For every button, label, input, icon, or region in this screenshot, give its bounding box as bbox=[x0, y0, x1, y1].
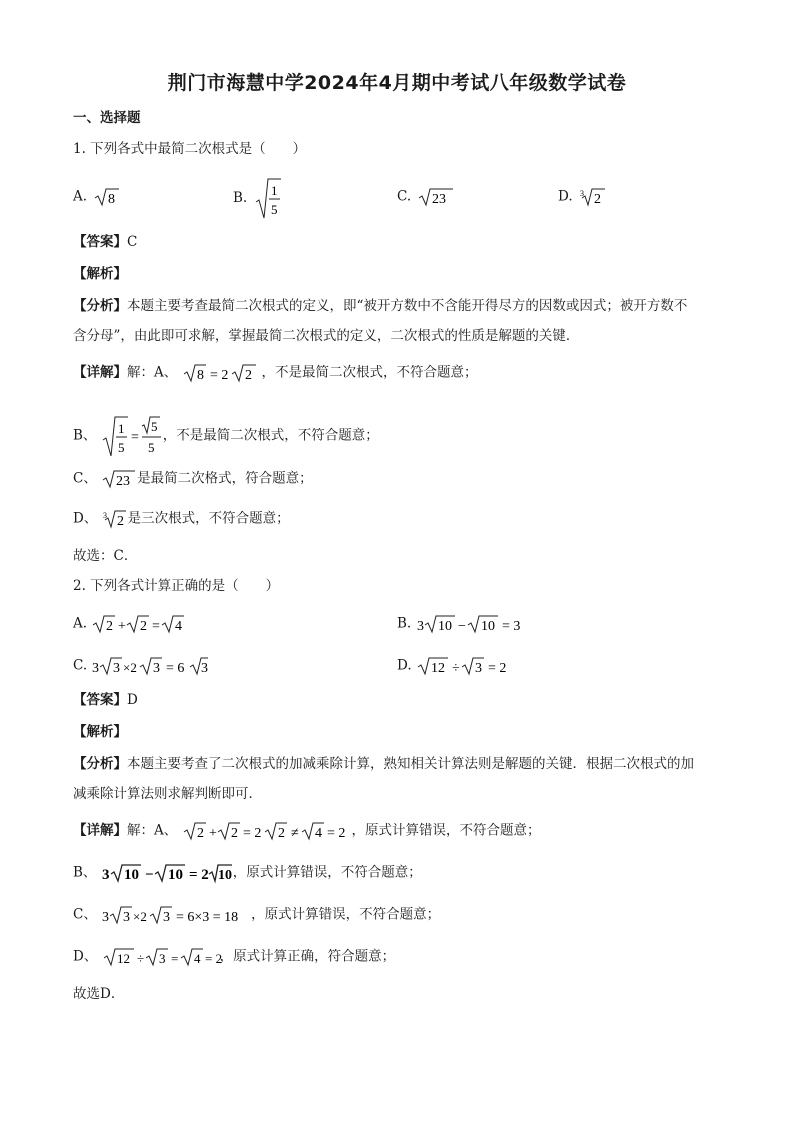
q2-option-b-expr bbox=[416, 613, 528, 635]
svg-text:2: 2 bbox=[244, 368, 252, 383]
q2-option-b: B. 3 10 − 10 = 3 bbox=[397, 613, 528, 635]
q2-option-d: D. 12 ÷ 3 = 2 bbox=[397, 655, 516, 677]
svg-text:3: 3 bbox=[102, 511, 107, 520]
q1-detail-c: C、 23 是最简二次格式，符合题意； bbox=[73, 468, 313, 490]
svg-text:3: 3 bbox=[158, 951, 166, 966]
svg-text:4: 4 bbox=[175, 619, 183, 634]
svg-text:2: 2 bbox=[277, 826, 285, 841]
svg-text:10: 10 bbox=[123, 867, 139, 883]
svg-text:3: 3 bbox=[474, 661, 482, 676]
q1-detail-d-math bbox=[102, 508, 128, 530]
svg-text:5: 5 bbox=[270, 202, 278, 217]
svg-text:2: 2 bbox=[230, 826, 238, 841]
svg-text:= 2: = 2 bbox=[326, 826, 345, 841]
section-heading: 一、选择题 bbox=[73, 110, 141, 126]
q2-stem: 2. 下列各式计算正确的是（ ） bbox=[73, 578, 280, 594]
q1-conclusion: 故选：C． bbox=[73, 548, 138, 564]
svg-text:3: 3 bbox=[123, 910, 131, 925]
svg-text:8: 8 bbox=[108, 192, 116, 207]
q2-detail-c: C、 3 3 ×2 3 = 6×3 = 18 ，原式计算错误，不符合题意； bbox=[73, 904, 440, 926]
svg-text:=: = bbox=[152, 619, 161, 634]
svg-text:3: 3 bbox=[101, 867, 110, 883]
svg-text:12: 12 bbox=[430, 661, 445, 676]
svg-text:= 2: = 2 bbox=[188, 867, 209, 883]
svg-text:1: 1 bbox=[270, 183, 278, 198]
svg-text:12: 12 bbox=[116, 951, 130, 966]
q2-option-d-expr bbox=[416, 655, 516, 677]
q1-answer: 【答案】C bbox=[73, 234, 138, 250]
svg-text:23: 23 bbox=[432, 192, 447, 207]
q1-detail-b: B、 1 5 = 5 5 ，不是最简二次根式，不符合题意； bbox=[73, 414, 379, 458]
q2-detail-a: 【详解】解：A、 2 + 2 = 2 2 ≠ 4 = 2 ，原式计算错误，不符合题意； bbox=[73, 820, 541, 842]
q1-option-a-expr bbox=[91, 186, 121, 208]
svg-text:5: 5 bbox=[147, 440, 155, 455]
svg-text:1: 1 bbox=[117, 421, 125, 436]
q2-conclusion: 故选D． bbox=[73, 986, 125, 1002]
q1-fenxi-line2: 含分母”，由此即可求解，掌握最简二次根式的定义，二次根式的性质是解题的关键． bbox=[73, 328, 580, 344]
svg-text:4: 4 bbox=[314, 826, 322, 841]
svg-text:2: 2 bbox=[140, 619, 148, 634]
svg-text:10: 10 bbox=[167, 867, 183, 883]
q2-option-c-expr bbox=[91, 655, 209, 677]
q2-detail-d-math bbox=[102, 946, 220, 968]
svg-text:3: 3 bbox=[416, 619, 424, 634]
q1-option-c: C. 23 bbox=[397, 186, 455, 208]
svg-text:3: 3 bbox=[113, 661, 121, 676]
svg-text:3: 3 bbox=[163, 910, 171, 925]
svg-text:2: 2 bbox=[106, 619, 114, 634]
q2-detail-d: D、 12 ÷ 3 = 4 = 2 ，原式计算正确，符合题意； bbox=[73, 946, 395, 968]
svg-text:−: − bbox=[457, 619, 466, 634]
q1-option-b-expr bbox=[252, 176, 282, 220]
q1-fenxi-line1: 【分析】本题主要考查最简二次根式的定义，即“被开方数中不含能开得尽方的因数或因式；被开方数不 bbox=[73, 298, 688, 314]
q1-option-a: A. 8 bbox=[73, 186, 121, 208]
svg-text:3: 3 bbox=[153, 661, 161, 676]
svg-text:+: + bbox=[118, 619, 127, 634]
q2-analysis-tag: 【解析】 bbox=[73, 724, 127, 740]
q2-detail-a-math bbox=[182, 820, 352, 842]
svg-text:10: 10 bbox=[480, 619, 495, 634]
svg-text:3: 3 bbox=[92, 661, 100, 676]
svg-text:3: 3 bbox=[579, 189, 584, 198]
q1-option-d-expr bbox=[577, 186, 607, 208]
svg-text:4: 4 bbox=[193, 951, 201, 966]
q1-detail-a: 【详解】解：A、 8 = 2 2 ，不是最简二次根式，不符合题意； bbox=[73, 362, 478, 384]
svg-text:= 6: = 6 bbox=[166, 661, 185, 676]
q1-option-c-expr bbox=[415, 186, 455, 208]
svg-text:= 2: = 2 bbox=[204, 951, 222, 966]
svg-text:3: 3 bbox=[201, 661, 209, 676]
svg-text:=: = bbox=[170, 951, 178, 966]
q2-fenxi-line2: 减乘除计算法则求解判断即可． bbox=[73, 786, 262, 802]
svg-text:×2: ×2 bbox=[133, 909, 147, 924]
svg-text:÷: ÷ bbox=[136, 951, 144, 966]
svg-text:÷: ÷ bbox=[451, 661, 460, 676]
svg-text:= 2: = 2 bbox=[487, 661, 507, 676]
svg-text:3: 3 bbox=[102, 910, 110, 925]
q2-answer: 【答案】D bbox=[73, 692, 138, 708]
svg-text:= 6×3 = 18: = 6×3 = 18 bbox=[176, 910, 239, 925]
q2-option-c: C. 3 3 ×2 3 = 6 3 bbox=[73, 655, 209, 677]
svg-text:8: 8 bbox=[196, 368, 204, 383]
q1-detail-a-math bbox=[182, 362, 262, 384]
svg-text:10: 10 bbox=[217, 868, 232, 883]
q1-detail-b-math bbox=[101, 414, 163, 458]
q2-detail-b: B、 3 10 − 10 = 2 10 ，原式计算错误，不符合题意； bbox=[73, 862, 422, 884]
page-title: 荆门市海慧中学2024年4月期中考试八年级数学试卷 bbox=[167, 72, 627, 94]
svg-text:= 3: = 3 bbox=[501, 619, 520, 634]
svg-text:= 2: = 2 bbox=[242, 826, 261, 841]
q1-option-d: D. 3 2 bbox=[558, 186, 607, 208]
svg-text:2: 2 bbox=[116, 514, 124, 529]
q1-detail-d: D、 3 2 是三次根式，不符合题意； bbox=[73, 508, 290, 530]
svg-text:≠: ≠ bbox=[290, 826, 299, 841]
q2-option-a-expr bbox=[91, 613, 187, 635]
svg-text:+: + bbox=[208, 826, 217, 841]
q1-stem: 1. 下列各式中最简二次根式是（ ） bbox=[73, 141, 307, 157]
q2-fenxi-line1: 【分析】本题主要考查了二次根式的加减乘除计算，熟知相关计算法则是解题的关键．根据二次根式的加 bbox=[73, 756, 694, 772]
q2-option-a: A. 2 + 2 = 4 bbox=[73, 613, 187, 635]
q2-detail-b-math bbox=[101, 862, 233, 884]
svg-text:5: 5 bbox=[150, 419, 158, 434]
svg-text:5: 5 bbox=[117, 440, 125, 455]
q2-detail-c-math bbox=[101, 904, 251, 926]
q1-option-b: B. 1 5 bbox=[233, 176, 282, 220]
svg-text:2: 2 bbox=[196, 826, 204, 841]
svg-text:2: 2 bbox=[593, 192, 601, 207]
svg-text:×2: ×2 bbox=[123, 660, 138, 675]
svg-text:= 2: = 2 bbox=[209, 368, 228, 383]
svg-text:−: − bbox=[144, 867, 154, 883]
q1-analysis-tag: 【解析】 bbox=[73, 266, 127, 282]
q1-detail-c-math bbox=[101, 468, 137, 490]
svg-text:23: 23 bbox=[116, 474, 131, 489]
svg-text:10: 10 bbox=[437, 619, 452, 634]
svg-text:=: = bbox=[130, 430, 139, 445]
